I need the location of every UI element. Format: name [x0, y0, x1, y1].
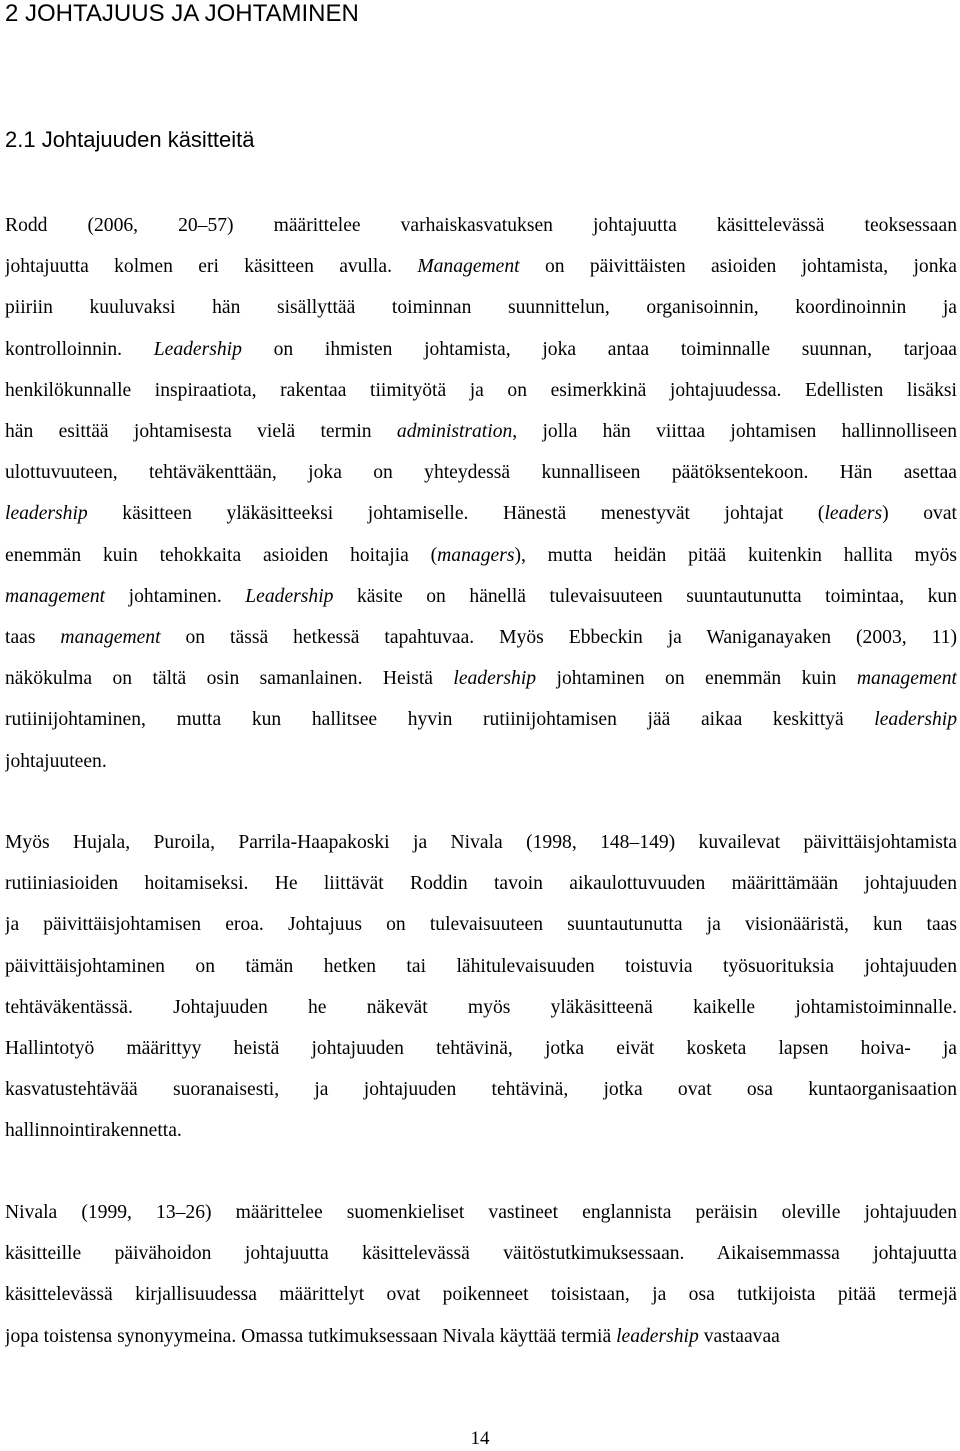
text-run: käsite on hänellä tulevaisuuteen suuntautunutta toimintaa, kun — [333, 585, 957, 607]
text-run: tehtäväkentässä. Johtajuuden he näkevät myös yläkäsitteenä kaikelle johtamistoiminnalle. — [5, 996, 957, 1018]
italic-term: management — [60, 627, 161, 649]
text-line — [5, 576, 957, 617]
text-run: Myös Hujala, Puroila, Parrila-Haapakoski ja Nivala (1998, 148–149) kuvailevat päivittäisjohtamista — [5, 832, 957, 853]
text-run: rutiinijohtaminen, mutta kun hallitsee hyvin rutiinijohtamisen jää aikaa keskittyä — [5, 709, 875, 731]
text-run: käsitteille päivähoidon johtajuutta käsittelevässä väitöstutkimuksessaan. Aikaisemmassa johtajuutta — [5, 1243, 957, 1265]
text-line — [5, 1110, 957, 1151]
italic-term: leadership — [453, 668, 537, 690]
text-run: kontrolloinnin. — [5, 338, 154, 360]
text-run: näkökulma on tältä osin samanlainen. Heistä — [5, 668, 454, 690]
text-line — [5, 1028, 957, 1069]
text-run: hallinnointirakennetta. — [5, 1120, 182, 1142]
text-line — [5, 987, 957, 1028]
text-line — [5, 329, 957, 370]
text-line — [5, 904, 957, 945]
text-line — [5, 205, 957, 246]
text-run: käsitteen yläkäsitteeksi johtamiselle. Hänestä menestyvät johtajat ( — [87, 503, 825, 525]
text-run: , jolla hän viittaa johtamisen hallinnolliseen — [512, 421, 957, 443]
text-line — [5, 1316, 957, 1357]
text-line — [5, 287, 957, 328]
text-line — [5, 822, 957, 863]
paragraph-1 — [5, 205, 957, 782]
text-run: johtajuutta kolmen eri käsitteen avulla. — [5, 256, 418, 278]
text-run: henkilökunnalle inspiraatiota, rakentaa tiimityötä ja on esimerkkinä johtajuudessa. Edellisten lisäksi — [5, 379, 957, 401]
paragraph-3 — [5, 1192, 957, 1357]
text-line — [5, 1192, 957, 1233]
text-run: johtaminen on enemmän kuin — [536, 668, 857, 690]
italic-term: managers — [437, 544, 515, 566]
text-line — [5, 493, 957, 534]
text-run: käsittelevässä kirjallisuudessa määrittelyt ovat poikenneet toisistaan, ja osa tutkijoista pitää termejä — [5, 1284, 957, 1306]
text-run: on päivittäisten asioiden johtamista, jonka — [519, 256, 957, 278]
text-run: enemmän kuin tehokkaita asioiden hoitajia ( — [5, 544, 438, 566]
text-line — [5, 452, 957, 493]
italic-term: administration — [396, 421, 513, 443]
page-number: 14 — [470, 1428, 490, 1449]
text-line — [5, 946, 957, 987]
text-run: on tässä hetkessä tapahtuvaa. Myös Ebbeckin ja Waniganayaken (2003, 11) — [160, 627, 957, 649]
text-line — [5, 699, 957, 740]
text-line — [5, 411, 957, 452]
italic-term: leadership — [874, 709, 957, 731]
text-run: jopa toistensa synonyymeina. Omassa tutkimuksessaan Nivala käyttää termiä — [5, 1325, 617, 1347]
text-run: ) ovat — [882, 503, 957, 525]
italic-term: management — [856, 668, 957, 690]
text-run: piiriin kuuluvaksi hän sisällyttää toiminnan suunnittelun, organisoinnin, koordinoinnin ja — [5, 297, 957, 319]
text-run: ), mutta heidän pitää kuitenkin hallita myös — [514, 544, 957, 566]
section-heading: 2.1 Johtajuuden käsitteitä — [5, 127, 255, 152]
paragraph-2 — [5, 822, 957, 1152]
italic-term: Leadership — [153, 338, 242, 360]
text-run: ja päivittäisjohtamisen eroa. Johtajuus on tulevaisuuteen suuntautunutta ja visionääristä, kun taas — [5, 914, 957, 936]
text-run: päivittäisjohtaminen on tämän hetken tai lähitulevaisuuden toistuvia työsuorituksia johtajuuden — [5, 955, 957, 977]
text-line — [5, 658, 957, 699]
text-line — [5, 246, 957, 287]
text-run: Nivala (1999, 13–26) määrittelee suomenkieliset vastineet englannista peräisin oleville johtajuuden — [5, 1202, 957, 1223]
italic-term: leadership — [616, 1325, 699, 1347]
text-run: hän esittää johtamisesta vielä termin — [5, 421, 397, 443]
italic-term: leadership — [5, 503, 88, 525]
text-run: johtaminen. — [105, 585, 246, 607]
text-line — [5, 1233, 957, 1274]
text-run: ulottuvuuteen, tehtäväkenttään, joka on yhteydessä kunnalliseen päätöksentekoon. Hän asettaa — [5, 462, 957, 484]
italic-term: Management — [417, 256, 520, 278]
text-run: rutiiniasioiden hoitamiseksi. He liittävät Roddin tavoin aikaulottuvuuden määrittämään johtajuuden — [5, 873, 957, 895]
italic-term: Leadership — [245, 585, 334, 607]
text-run: taas — [5, 627, 61, 649]
text-run: vastaavaa — [698, 1325, 780, 1347]
italic-term: management — [5, 585, 106, 607]
text-line — [5, 1274, 957, 1315]
text-line — [5, 741, 957, 782]
text-line — [5, 863, 957, 904]
text-run: Rodd (2006, 20–57) määrittelee varhaiskasvatuksen johtajuutta käsittelevässä teoksessaan — [5, 215, 957, 236]
text-run: johtajuuteen. — [5, 750, 107, 772]
italic-term: leaders — [824, 503, 883, 525]
text-run: on ihmisten johtamista, joka antaa toiminnalle suunnan, tarjoaa — [241, 338, 957, 360]
text-line — [5, 1069, 957, 1110]
text-line — [5, 617, 957, 658]
text-run: kasvatustehtävää suoranaisesti, ja johtajuuden tehtävinä, jotka ovat osa kuntaorganisaation — [5, 1079, 957, 1101]
chapter-heading: 2 JOHTAJUUS JA JOHTAMINEN — [5, 0, 359, 27]
text-run: Hallintotyö määrittyy heistä johtajuuden tehtävinä, jotka eivät kosketa lapsen hoiva- ja — [5, 1038, 957, 1060]
text-line — [5, 535, 957, 576]
text-line — [5, 370, 957, 411]
